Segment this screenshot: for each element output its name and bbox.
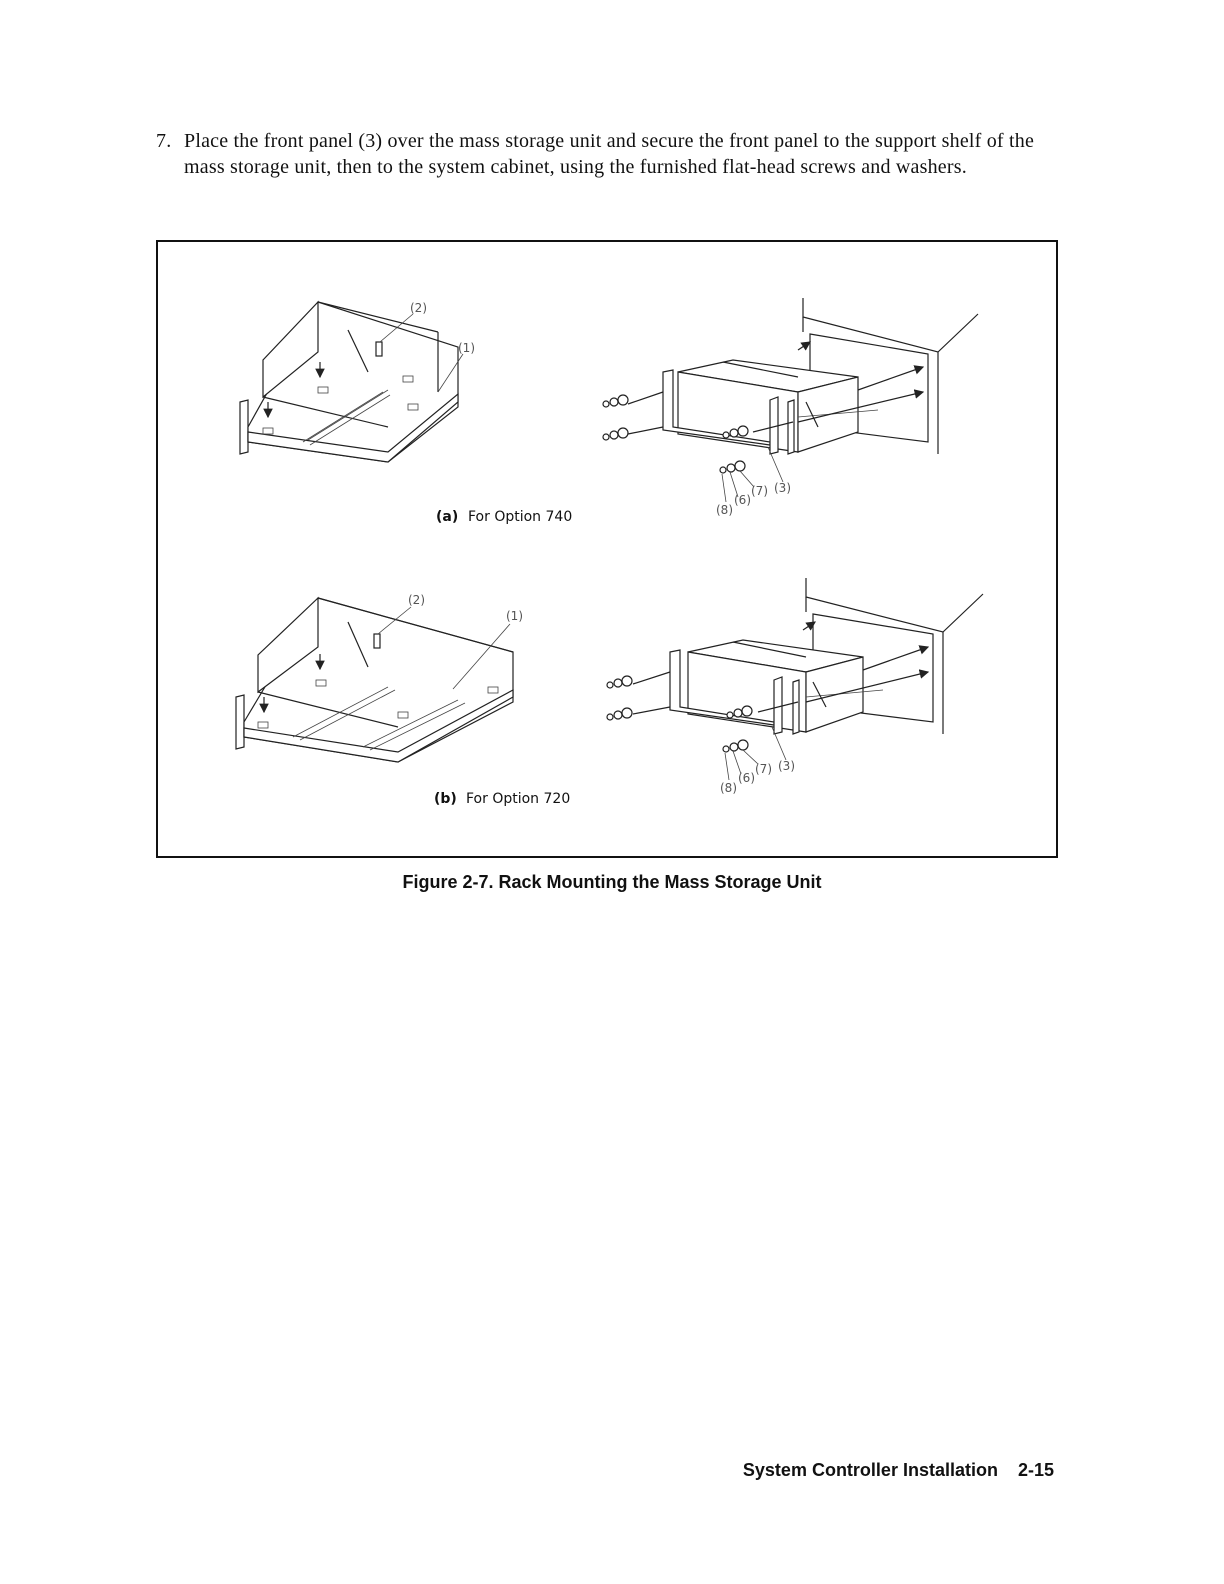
figure-caption: Figure 2-7. Rack Mounting the Mass Storage Unit [402, 872, 822, 892]
panel-b-label: For Option 720 [466, 791, 571, 807]
panel-b-callout-3: (3) [778, 759, 795, 773]
panel-a-shelf-drawing [240, 301, 475, 462]
panel-a-callout-3: (3) [774, 481, 791, 495]
panel-a-callout-7: (7) [751, 484, 768, 498]
page-footer [743, 1460, 1054, 1481]
panel-b-shelf-drawing [236, 593, 523, 762]
footer-section-title: System Controller Installation [742, 1460, 998, 1480]
step-7 [156, 128, 1036, 180]
figure-frame [156, 240, 1058, 858]
panel-b-rack-drawing [607, 578, 983, 795]
panel-a-letter: (a) [436, 509, 459, 525]
panel-a-callout-6: (6) [734, 493, 751, 507]
panel-a-rack-drawing [603, 298, 978, 517]
footer-page-number: 2-15 [1017, 1460, 1054, 1480]
panel-b-callout-6: (6) [738, 771, 755, 785]
step-text: Place the front panel (3) over the mass storage unit and secure the front panel to the support shelf of the mass storage unit, then to the system cabinet, using the furnished flat-head screws and washers. [184, 130, 1035, 178]
panel-a-callout-8: (8) [716, 503, 733, 517]
panel-b-callout-8: (8) [720, 781, 737, 795]
rack-mount-illustration [158, 242, 1060, 860]
panel-b-callout-1: (1) [506, 609, 523, 623]
panel-b-callout-7: (7) [755, 762, 772, 776]
step-number: 7. [156, 130, 172, 152]
panel-a-label: For Option 740 [468, 509, 573, 525]
panel-a-callout-2: (2) [410, 301, 427, 315]
panel-a-callout-1: (1) [458, 341, 475, 355]
panel-b-letter: (b) [434, 791, 457, 807]
panel-b-callout-2: (2) [408, 593, 425, 607]
